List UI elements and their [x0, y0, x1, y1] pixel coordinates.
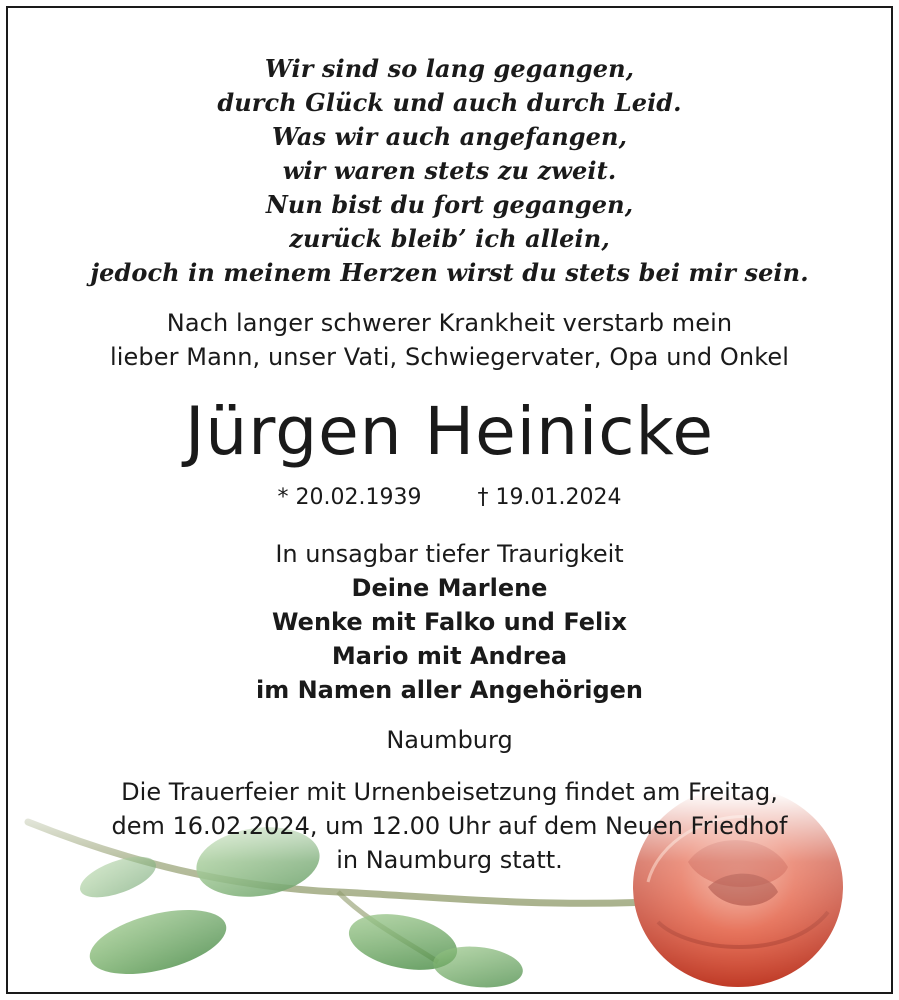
poem-line: zurück bleib’ ich allein,	[289, 224, 610, 253]
poem-line: wir waren stets zu zweit.	[282, 156, 617, 185]
poem-line: jedoch in meinem Herzen wirst du stets bei mir sein.	[90, 258, 809, 287]
funeral-service-info	[8, 775, 891, 877]
sorrow-line: In unsagbar tiefer Traurigkeit	[275, 540, 624, 568]
death-date: † 19.01.2024	[477, 485, 622, 510]
service-line: in Naumburg statt.	[336, 846, 563, 874]
mourner-name: Deine Marlene	[351, 574, 548, 602]
mourner-name: im Namen aller Angehörigen	[255, 676, 643, 704]
announcement-line: lieber Mann, unser Vati, Schwiegervater, Opa und Onkel	[110, 343, 789, 371]
mourners-list	[8, 571, 891, 707]
obituary-frame	[6, 6, 893, 994]
deceased-name: Jürgen Heinicke	[184, 393, 715, 470]
obituary-content	[8, 8, 891, 877]
birth-date: * 20.02.1939	[277, 485, 422, 510]
poem-line: durch Glück und auch durch Leid.	[217, 88, 682, 117]
service-line: Die Trauerfeier mit Urnenbeisetzung findet am Freitag,	[121, 778, 778, 806]
memorial-poem	[8, 52, 891, 290]
life-dates	[8, 482, 891, 514]
poem-line: Nun bist du fort gegangen,	[265, 190, 634, 219]
mourner-name: Wenke mit Falko und Felix	[272, 608, 627, 636]
place-name: Naumburg	[386, 726, 513, 754]
poem-line: Was wir auch angefangen,	[271, 122, 628, 151]
mourner-name: Mario mit Andrea	[331, 642, 568, 670]
death-announcement	[8, 306, 891, 374]
poem-line: Wir sind so lang gegangen,	[264, 54, 635, 83]
service-line: dem 16.02.2024, um 12.00 Uhr auf dem Neuen Friedhof	[111, 812, 788, 840]
announcement-line: Nach langer schwerer Krankheit verstarb mein	[166, 309, 733, 337]
